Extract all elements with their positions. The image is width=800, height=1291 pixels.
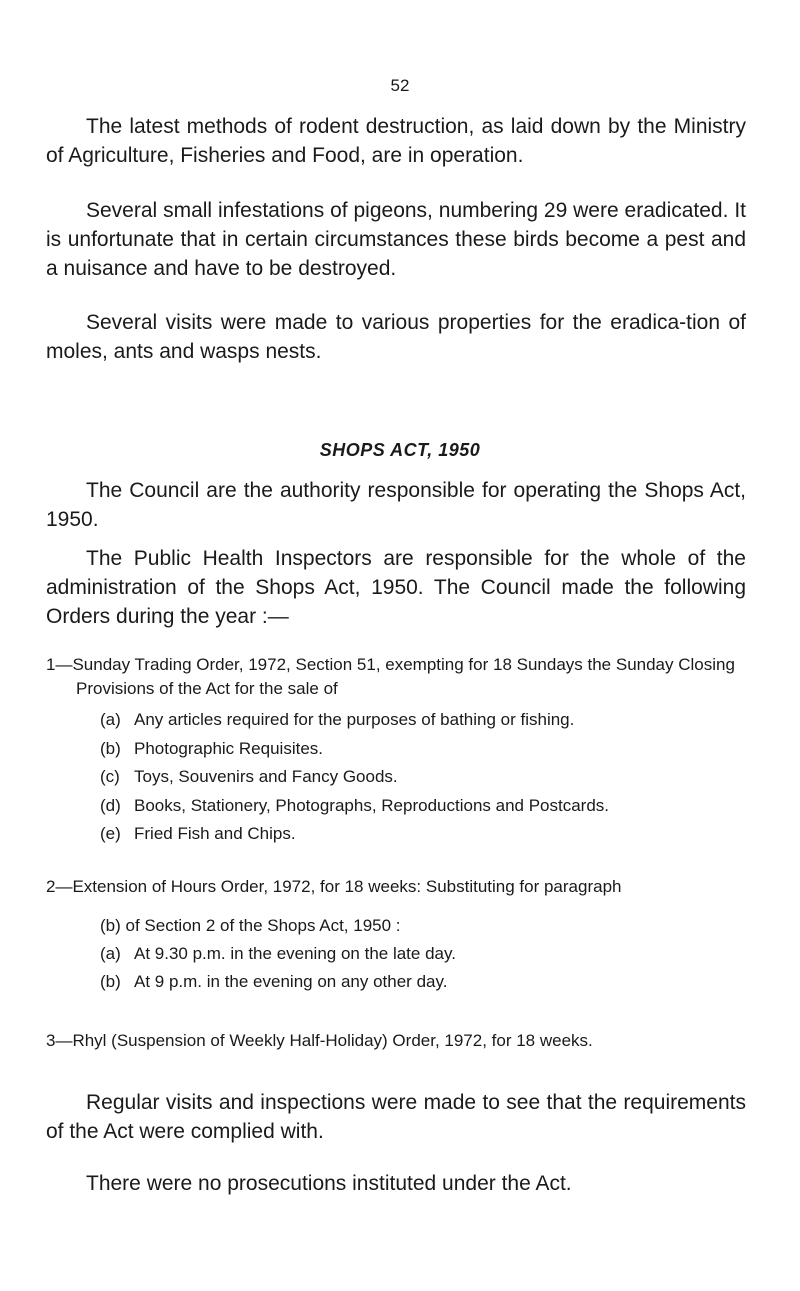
- order-2-continuation: (b) of Section 2 of the Shops Act, 1950 :: [100, 916, 401, 935]
- item-text: Toys, Souvenirs and Fancy Goods.: [134, 767, 398, 786]
- item-text: Photographic Requisites.: [134, 738, 324, 758]
- page-number: 52: [390, 76, 410, 95]
- item-marker: (b): [100, 738, 121, 758]
- inspectors-paragraph: The Public Health Inspectors are responsible for the whole of the administration of the Shops Act, 1950. The Council made the following Orders during the year :—: [46, 547, 746, 628]
- list-item: [100, 820, 760, 849]
- list-item: [100, 706, 760, 735]
- list-item: [100, 792, 760, 821]
- order-2-text: 2—Extension of Hours Order, 1972, for 18 weeks: Substituting for paragraph: [46, 877, 622, 896]
- order-3: [46, 1029, 766, 1053]
- list-item: [100, 763, 760, 792]
- rodent-paragraph: The latest methods of rodent destruction, as laid down by the Ministry of Agriculture, Fisheries and Food, are in operation.: [46, 115, 746, 167]
- item-marker: (c): [100, 767, 120, 786]
- regular-visits-paragraph: Regular visits and inspections were made to see that the requirements of the Act were complied with.: [46, 1091, 746, 1143]
- item-text: At 9.30 p.m. in the evening on the late day.: [134, 944, 456, 963]
- order-1-items: [100, 706, 760, 849]
- item-text: At 9 p.m. in the evening on any other day.: [134, 972, 448, 991]
- list-item: [100, 940, 760, 968]
- council-paragraph: The Council are the authority responsible for operating the Shops Act, 1950.: [46, 479, 746, 531]
- order-2-items: [100, 940, 760, 996]
- item-marker: (b): [100, 972, 121, 991]
- item-marker: (e): [100, 824, 121, 843]
- item-marker: (a): [100, 710, 121, 729]
- list-item: [100, 968, 760, 996]
- prosecutions-paragraph: There were no prosecutions instituted under the Act.: [86, 1172, 572, 1195]
- item-marker: (d): [100, 795, 121, 815]
- item-text: Any articles required for the purposes of bathing or fishing.: [134, 710, 575, 729]
- order-1: [46, 653, 766, 701]
- order-2: [46, 875, 766, 899]
- item-text: Fried Fish and Chips.: [134, 824, 296, 843]
- order-1-text: 1—Sunday Trading Order, 1972, Section 51, exempting for 18 Sundays the Sunday Closing Provisions of the Act for the sale of: [46, 655, 735, 698]
- list-item: [100, 735, 760, 764]
- item-text: Books, Stationery, Photographs, Reproductions and Postcards.: [134, 795, 610, 815]
- moles-paragraph: Several visits were made to various properties for the eradica-tion of moles, ants and wasps nests.: [46, 311, 746, 363]
- item-marker: (a): [100, 944, 121, 963]
- order-3-text: 3—Rhyl (Suspension of Weekly Half-Holiday) Order, 1972, for 18 weeks.: [46, 1031, 593, 1050]
- pigeons-paragraph: Several small infestations of pigeons, numbering 29 were eradicated. It is unfortunate that in certain circumstances these birds become a pest and a nuisance and have to be destroyed.: [46, 199, 746, 280]
- section-heading: SHOPS ACT, 1950: [319, 440, 481, 460]
